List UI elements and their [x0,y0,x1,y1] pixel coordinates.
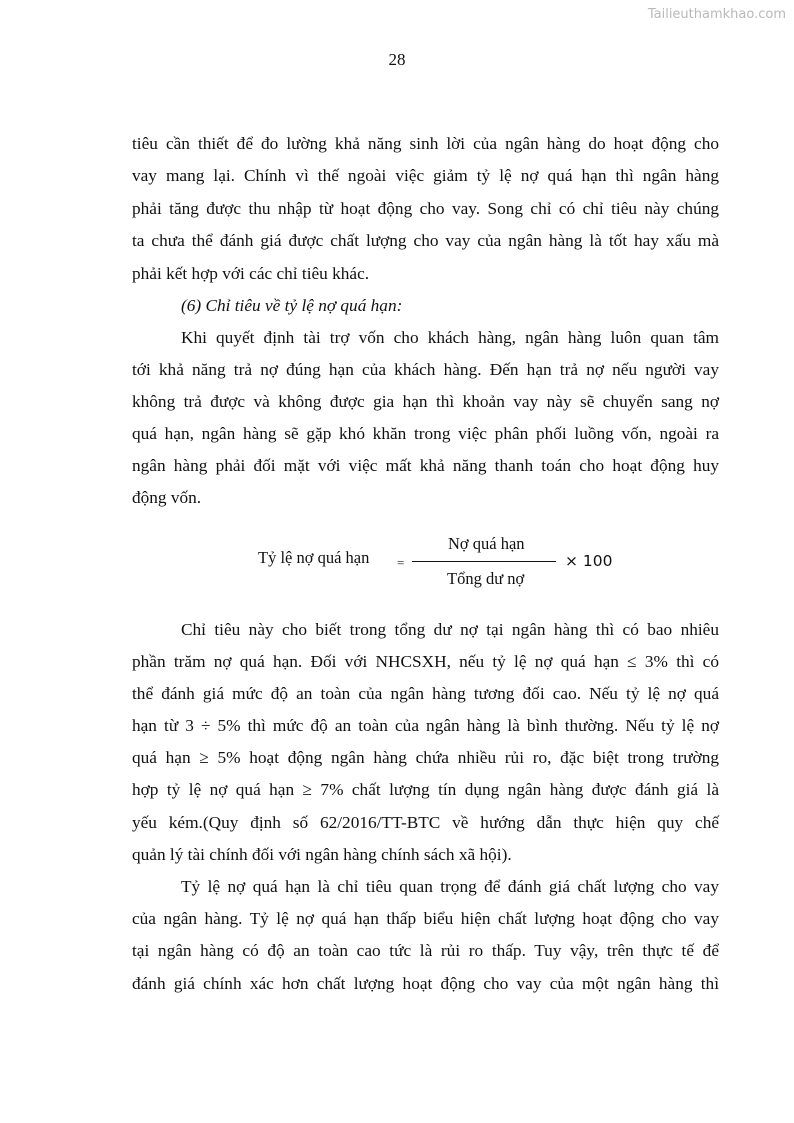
formula-numerator: Nợ quá hạn [448,534,525,553]
page-number: 28 [388,50,406,69]
paragraph-line: hạn từ 3 ÷ 5% thì mức độ an toàn của ngân hàng là bình thường. Nếu tỷ lệ nợ [132,716,719,735]
paragraph-line: ta chưa thể đánh giá được chất lượng cho vay của ngân hàng là tốt hay xấu mà [132,231,719,250]
paragraph-line: không trả được và không được gia hạn thì khoản vay này sẽ chuyển sang nợ [132,392,719,411]
paragraph-line: tại ngân hàng có độ an toàn cao tức là rủi ro thấp. Tuy vậy, trên thực tế để [132,941,719,960]
paragraph-line: Chỉ tiêu này cho biết trong tổng dư nợ tại ngân hàng thì có bao nhiêu [181,620,719,639]
paragraph-line: Khi quyết định tài trợ vốn cho khách hàng, ngân hàng luôn quan tâm [181,328,719,347]
paragraph-line: hợp tỷ lệ nợ quá hạn ≥ 7% chất lượng tín dụng ngân hàng được đánh giá là [132,780,719,799]
paragraph-line: quá hạn, ngân hàng sẽ gặp khó khăn trong việc phân phối luồng vốn, ngoài ra [132,424,719,443]
paragraph-line: quản lý tài chính đối với ngân hàng chính sách xã hội). [132,845,512,864]
paragraph-line: ngân hàng phải đối mặt với việc mất khả năng thanh toán cho hoạt động huy [132,456,719,475]
paragraph-line: Tỷ lệ nợ quá hạn là chỉ tiêu quan trọng để đánh giá chất lượng cho vay [181,877,719,896]
paragraph-line: quá hạn ≥ 5% hoạt động ngân hàng chứa nhiều rủi ro, đặc biệt trong trường [132,748,719,767]
paragraph-line: phải tăng được thu nhập từ hoạt động cho vay. Song chỉ có chỉ tiêu này chúng [132,199,719,218]
paragraph-line: đánh giá chính xác hơn chất lượng hoạt động cho vay của một ngân hàng thì [132,974,719,993]
formula-multiplier: × 100 [565,552,613,570]
paragraph-line: phần trăm nợ quá hạn. Đối với NHCSXH, nếu tỷ lệ nợ quá hạn ≤ 3% thì có [132,652,719,671]
section-heading: (6) Chỉ tiêu về tỷ lệ nợ quá hạn: [181,296,403,315]
paragraph-line: của ngân hàng. Tỷ lệ nợ quá hạn thấp biểu hiện chất lượng hoạt động cho vay [132,909,719,928]
paragraph-line: yếu kém.(Quy định số 62/2016/TT-BTC về hướng dẫn thực hiện quy chế [132,813,719,832]
formula-equals: = [397,555,405,570]
paragraph-line: phải kết hợp với các chỉ tiêu khác. [132,264,370,283]
paragraph-line: vay mang lại. Chính vì thế ngoài việc giảm tỷ lệ nợ quá hạn thì ngân hàng [132,166,719,185]
fraction-bar [412,561,556,562]
formula-denominator: Tổng dư nợ [447,569,525,588]
paragraph-line: động vốn. [132,488,202,507]
paragraph-line: thể đánh giá mức độ an toàn của ngân hàng tương đối cao. Nếu tỷ lệ nợ quá [132,684,719,703]
formula-label: Tỷ lệ nợ quá hạn [258,548,370,567]
paragraph-line: tiêu cần thiết để đo lường khả năng sinh lời của ngân hàng do hoạt động cho [132,134,719,153]
paragraph-line: tới khả năng trả nợ đúng hạn của khách hàng. Đến hạn trả nợ nếu người vay [132,360,719,379]
watermark: Tailieuthamkhao.com [647,7,786,22]
